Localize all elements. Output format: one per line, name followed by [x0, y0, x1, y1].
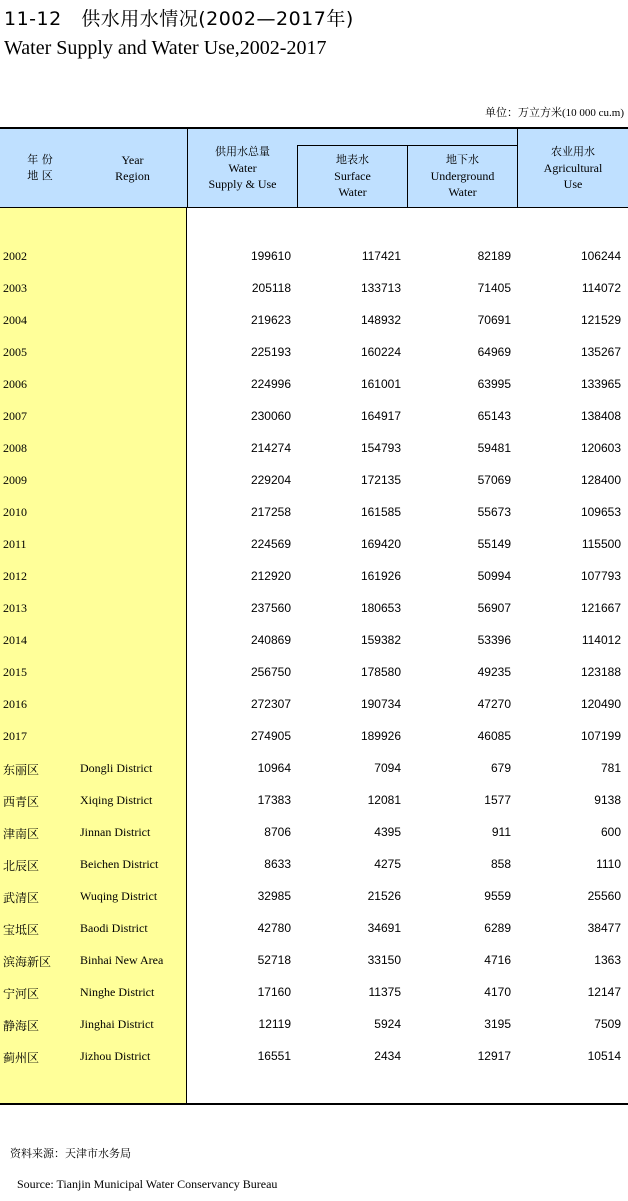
cell-agri: 600 — [600, 825, 621, 839]
header-total-en2: Supply & Use — [208, 177, 277, 191]
row-label: 2013 — [3, 601, 27, 615]
row-label-en: Baodi District — [80, 921, 148, 935]
cell-surface: 7094 — [374, 761, 401, 775]
cell-total: 274905 — [250, 729, 291, 743]
cell-surface: 164917 — [360, 409, 401, 423]
page-title-cn: 11-12 供水用水情况(2002—2017年) — [4, 8, 354, 30]
cell-surface: 12081 — [367, 793, 401, 807]
cell-total: 17383 — [257, 793, 291, 807]
unit-cn: 单位：万立方米 — [484, 106, 562, 119]
table-row — [0, 345, 628, 377]
cell-ground: 55149 — [477, 537, 511, 551]
header-bottom-rule — [0, 207, 628, 208]
header-agri-en2: Use — [563, 177, 583, 191]
cell-surface: 160224 — [360, 345, 401, 359]
cell-ground: 3195 — [484, 1017, 511, 1031]
cell-ground: 65143 — [477, 409, 511, 423]
unit-label — [485, 104, 624, 120]
cell-ground: 1577 — [484, 793, 511, 807]
row-label: 2010 — [3, 505, 27, 519]
cell-agri: 115500 — [581, 537, 621, 551]
cell-surface: 4275 — [374, 857, 401, 871]
cell-ground: 9559 — [484, 889, 511, 903]
row-label-en: Dongli District — [80, 761, 153, 775]
row-label: 2011 — [3, 537, 27, 551]
table-row — [0, 953, 628, 985]
row-label-en: Jinghai District — [80, 1017, 154, 1031]
source-cn: 资料来源：天津市水务局 — [10, 1147, 131, 1160]
cell-surface: 33150 — [367, 953, 401, 967]
cell-agri: 106244 — [580, 249, 621, 263]
cell-agri: 133965 — [580, 377, 621, 391]
table-row — [0, 761, 628, 793]
cell-ground: 71405 — [477, 281, 511, 295]
cell-ground: 858 — [490, 857, 511, 871]
cell-ground: 50994 — [477, 569, 511, 583]
cell-total: 272307 — [250, 697, 291, 711]
row-label: 2007 — [3, 409, 27, 423]
table-row — [0, 377, 628, 409]
cell-total: 16551 — [257, 1049, 291, 1063]
row-label: 2006 — [3, 377, 27, 391]
cell-ground: 12917 — [477, 1049, 511, 1063]
cell-total: 17160 — [257, 985, 291, 999]
cell-surface: 2434 — [374, 1049, 401, 1063]
row-label: 2017 — [3, 729, 27, 743]
header-ground-en1: Underground — [430, 169, 495, 183]
row-label-en: Ninghe District — [80, 985, 155, 999]
cell-surface: 161001 — [360, 377, 401, 391]
table-row — [0, 441, 628, 473]
row-label-en: Beichen District — [80, 857, 159, 871]
cell-surface: 5924 — [374, 1017, 401, 1031]
cell-total: 212920 — [250, 569, 291, 583]
header-ground-en2: Water — [448, 185, 477, 199]
table-row — [0, 537, 628, 569]
cell-ground: 679 — [490, 761, 511, 775]
source-en: Source: Tianjin Municipal Water Conservancy Bureau — [17, 1177, 278, 1191]
cell-agri: 7509 — [594, 1017, 621, 1031]
cell-surface: 154793 — [360, 441, 401, 455]
table-row — [0, 505, 628, 537]
cell-total: 8706 — [264, 825, 291, 839]
cell-agri: 109653 — [580, 505, 621, 519]
table-row — [0, 313, 628, 345]
cell-total: 10964 — [257, 761, 291, 775]
header-total — [188, 144, 297, 192]
cell-total: 8633 — [264, 857, 291, 871]
table-row — [0, 665, 628, 697]
cell-agri: 121529 — [580, 313, 621, 327]
row-label: 蓟州区 — [3, 1051, 40, 1065]
row-label: 2009 — [3, 473, 27, 487]
cell-agri: 107199 — [580, 729, 621, 743]
row-label: 2016 — [3, 697, 27, 711]
header-region-cn: 地 区 — [27, 169, 53, 182]
row-label: 宁河区 — [3, 987, 40, 1001]
cell-surface: 178580 — [360, 665, 401, 679]
cell-ground: 6289 — [484, 921, 511, 935]
cell-surface: 161585 — [360, 505, 401, 519]
cell-surface: 159382 — [360, 633, 401, 647]
cell-surface: 133713 — [360, 281, 401, 295]
table-row — [0, 857, 628, 889]
cell-surface: 11375 — [368, 985, 401, 999]
cell-agri: 114012 — [581, 633, 621, 647]
cell-agri: 10514 — [587, 1049, 621, 1063]
row-label: 2012 — [3, 569, 27, 583]
header-ground — [408, 152, 517, 200]
cell-ground: 911 — [491, 825, 511, 839]
cell-agri: 107793 — [580, 569, 621, 583]
cell-ground: 4716 — [484, 953, 511, 967]
cell-agri: 135267 — [580, 345, 621, 359]
cell-surface: 161926 — [360, 569, 401, 583]
row-label-en: Xiqing District — [80, 793, 153, 807]
header-surface — [298, 152, 407, 200]
table-row — [0, 889, 628, 921]
cell-surface: 34691 — [367, 921, 401, 935]
cell-ground: 57069 — [477, 473, 511, 487]
cell-ground: 63995 — [477, 377, 511, 391]
unit-en: (10 000 cu.m) — [561, 107, 624, 119]
table-row — [0, 569, 628, 601]
cell-ground: 53396 — [477, 633, 511, 647]
cell-ground: 55673 — [477, 505, 511, 519]
row-label: 2014 — [3, 633, 27, 647]
cell-agri: 781 — [600, 761, 621, 775]
cell-ground: 59481 — [477, 441, 511, 455]
row-label: 2002 — [3, 249, 27, 263]
cell-ground: 4170 — [484, 985, 511, 999]
row-label-en: Jinnan District — [80, 825, 151, 839]
row-label-en: Jizhou District — [80, 1049, 151, 1063]
cell-agri: 25560 — [587, 889, 621, 903]
cell-total: 224569 — [250, 537, 291, 551]
cell-total: 214274 — [250, 441, 291, 455]
cell-agri: 114072 — [581, 281, 621, 295]
page-title-en: Water Supply and Water Use,2002-2017 — [4, 37, 327, 59]
cell-ground: 56907 — [477, 601, 511, 615]
cell-ground: 46085 — [477, 729, 511, 743]
cell-total: 256750 — [250, 665, 291, 679]
cell-agri: 121667 — [580, 601, 621, 615]
cell-agri: 123188 — [580, 665, 621, 679]
cell-total: 219623 — [250, 313, 291, 327]
header-surface-en2: Water — [338, 185, 367, 199]
table-row — [0, 921, 628, 953]
row-label: 西青区 — [3, 795, 40, 809]
cell-total: 229204 — [250, 473, 291, 487]
table-row — [0, 281, 628, 313]
cell-ground: 70691 — [477, 313, 511, 327]
cell-ground: 49235 — [477, 665, 511, 679]
header-agri-cn: 农业用水 — [551, 145, 595, 158]
row-label: 2004 — [3, 313, 27, 327]
header-year-cn: 年 份 — [27, 153, 53, 166]
row-label: 2005 — [3, 345, 27, 359]
cell-agri: 120490 — [580, 697, 621, 711]
table-row — [0, 1049, 628, 1081]
cell-surface: 189926 — [360, 729, 401, 743]
row-label: 2015 — [3, 665, 27, 679]
cell-surface: 4395 — [374, 825, 401, 839]
row-label: 滨海新区 — [3, 955, 52, 969]
cell-agri: 138408 — [580, 409, 621, 423]
row-label: 武清区 — [3, 891, 40, 905]
table-top-rule — [0, 127, 628, 129]
cell-agri: 9138 — [594, 793, 621, 807]
header-total-en1: Water — [228, 161, 257, 175]
header-surface-en1: Surface — [334, 169, 371, 183]
row-label: 静海区 — [3, 1019, 40, 1033]
table-row — [0, 825, 628, 857]
table-row — [0, 473, 628, 505]
header-agri — [518, 144, 628, 192]
table-row — [0, 601, 628, 633]
table-row — [0, 633, 628, 665]
cell-total: 225193 — [250, 345, 291, 359]
table-row — [0, 409, 628, 441]
row-label-en: Binhai New Area — [80, 953, 164, 967]
header-region-en: Region — [115, 169, 150, 183]
cell-agri: 128400 — [580, 473, 621, 487]
row-label: 东丽区 — [3, 763, 40, 777]
cell-agri: 1363 — [594, 953, 621, 967]
table-row — [0, 985, 628, 1017]
header-surface-cn: 地表水 — [336, 153, 369, 166]
table-row — [0, 1017, 628, 1049]
row-label: 2008 — [3, 441, 27, 455]
cell-surface: 180653 — [360, 601, 401, 615]
cell-total: 52718 — [257, 953, 291, 967]
cell-agri: 1110 — [596, 857, 621, 871]
row-label-en: Wuqing District — [80, 889, 158, 903]
row-label: 宝坻区 — [3, 923, 40, 937]
cell-total: 217258 — [250, 505, 291, 519]
cell-agri: 38477 — [587, 921, 621, 935]
cell-total: 12119 — [258, 1017, 291, 1031]
cell-surface: 117421 — [361, 249, 401, 263]
table-bottom-rule — [0, 1103, 628, 1105]
header-ground-cn: 地下水 — [446, 153, 479, 166]
cell-surface: 172135 — [360, 473, 401, 487]
header-year-region-cn — [14, 152, 66, 184]
row-label: 北辰区 — [3, 859, 40, 873]
cell-total: 205118 — [251, 281, 291, 295]
table-row — [0, 729, 628, 761]
cell-total: 237560 — [250, 601, 291, 615]
header-year-region-en — [100, 152, 165, 184]
cell-surface: 21526 — [367, 889, 401, 903]
header-total-cn: 供用水总量 — [215, 145, 270, 158]
header-year-en: Year — [121, 153, 144, 167]
table-row — [0, 793, 628, 825]
cell-ground: 47270 — [477, 697, 511, 711]
row-label: 2003 — [3, 281, 27, 295]
row-label: 津南区 — [3, 827, 40, 841]
header-agri-en1: Agricultural — [543, 161, 603, 175]
cell-ground: 64969 — [477, 345, 511, 359]
cell-total: 32985 — [257, 889, 291, 903]
cell-surface: 148932 — [360, 313, 401, 327]
cell-surface: 190734 — [360, 697, 401, 711]
cell-total: 224996 — [250, 377, 291, 391]
cell-total: 240869 — [250, 633, 291, 647]
table-row — [0, 249, 628, 281]
cell-total: 199610 — [250, 249, 291, 263]
cell-ground: 82189 — [477, 249, 511, 263]
cell-total: 42780 — [257, 921, 291, 935]
cell-total: 230060 — [250, 409, 291, 423]
cell-surface: 169420 — [360, 537, 401, 551]
table-row — [0, 697, 628, 729]
cell-agri: 120603 — [580, 441, 621, 455]
cell-agri: 12147 — [587, 985, 621, 999]
